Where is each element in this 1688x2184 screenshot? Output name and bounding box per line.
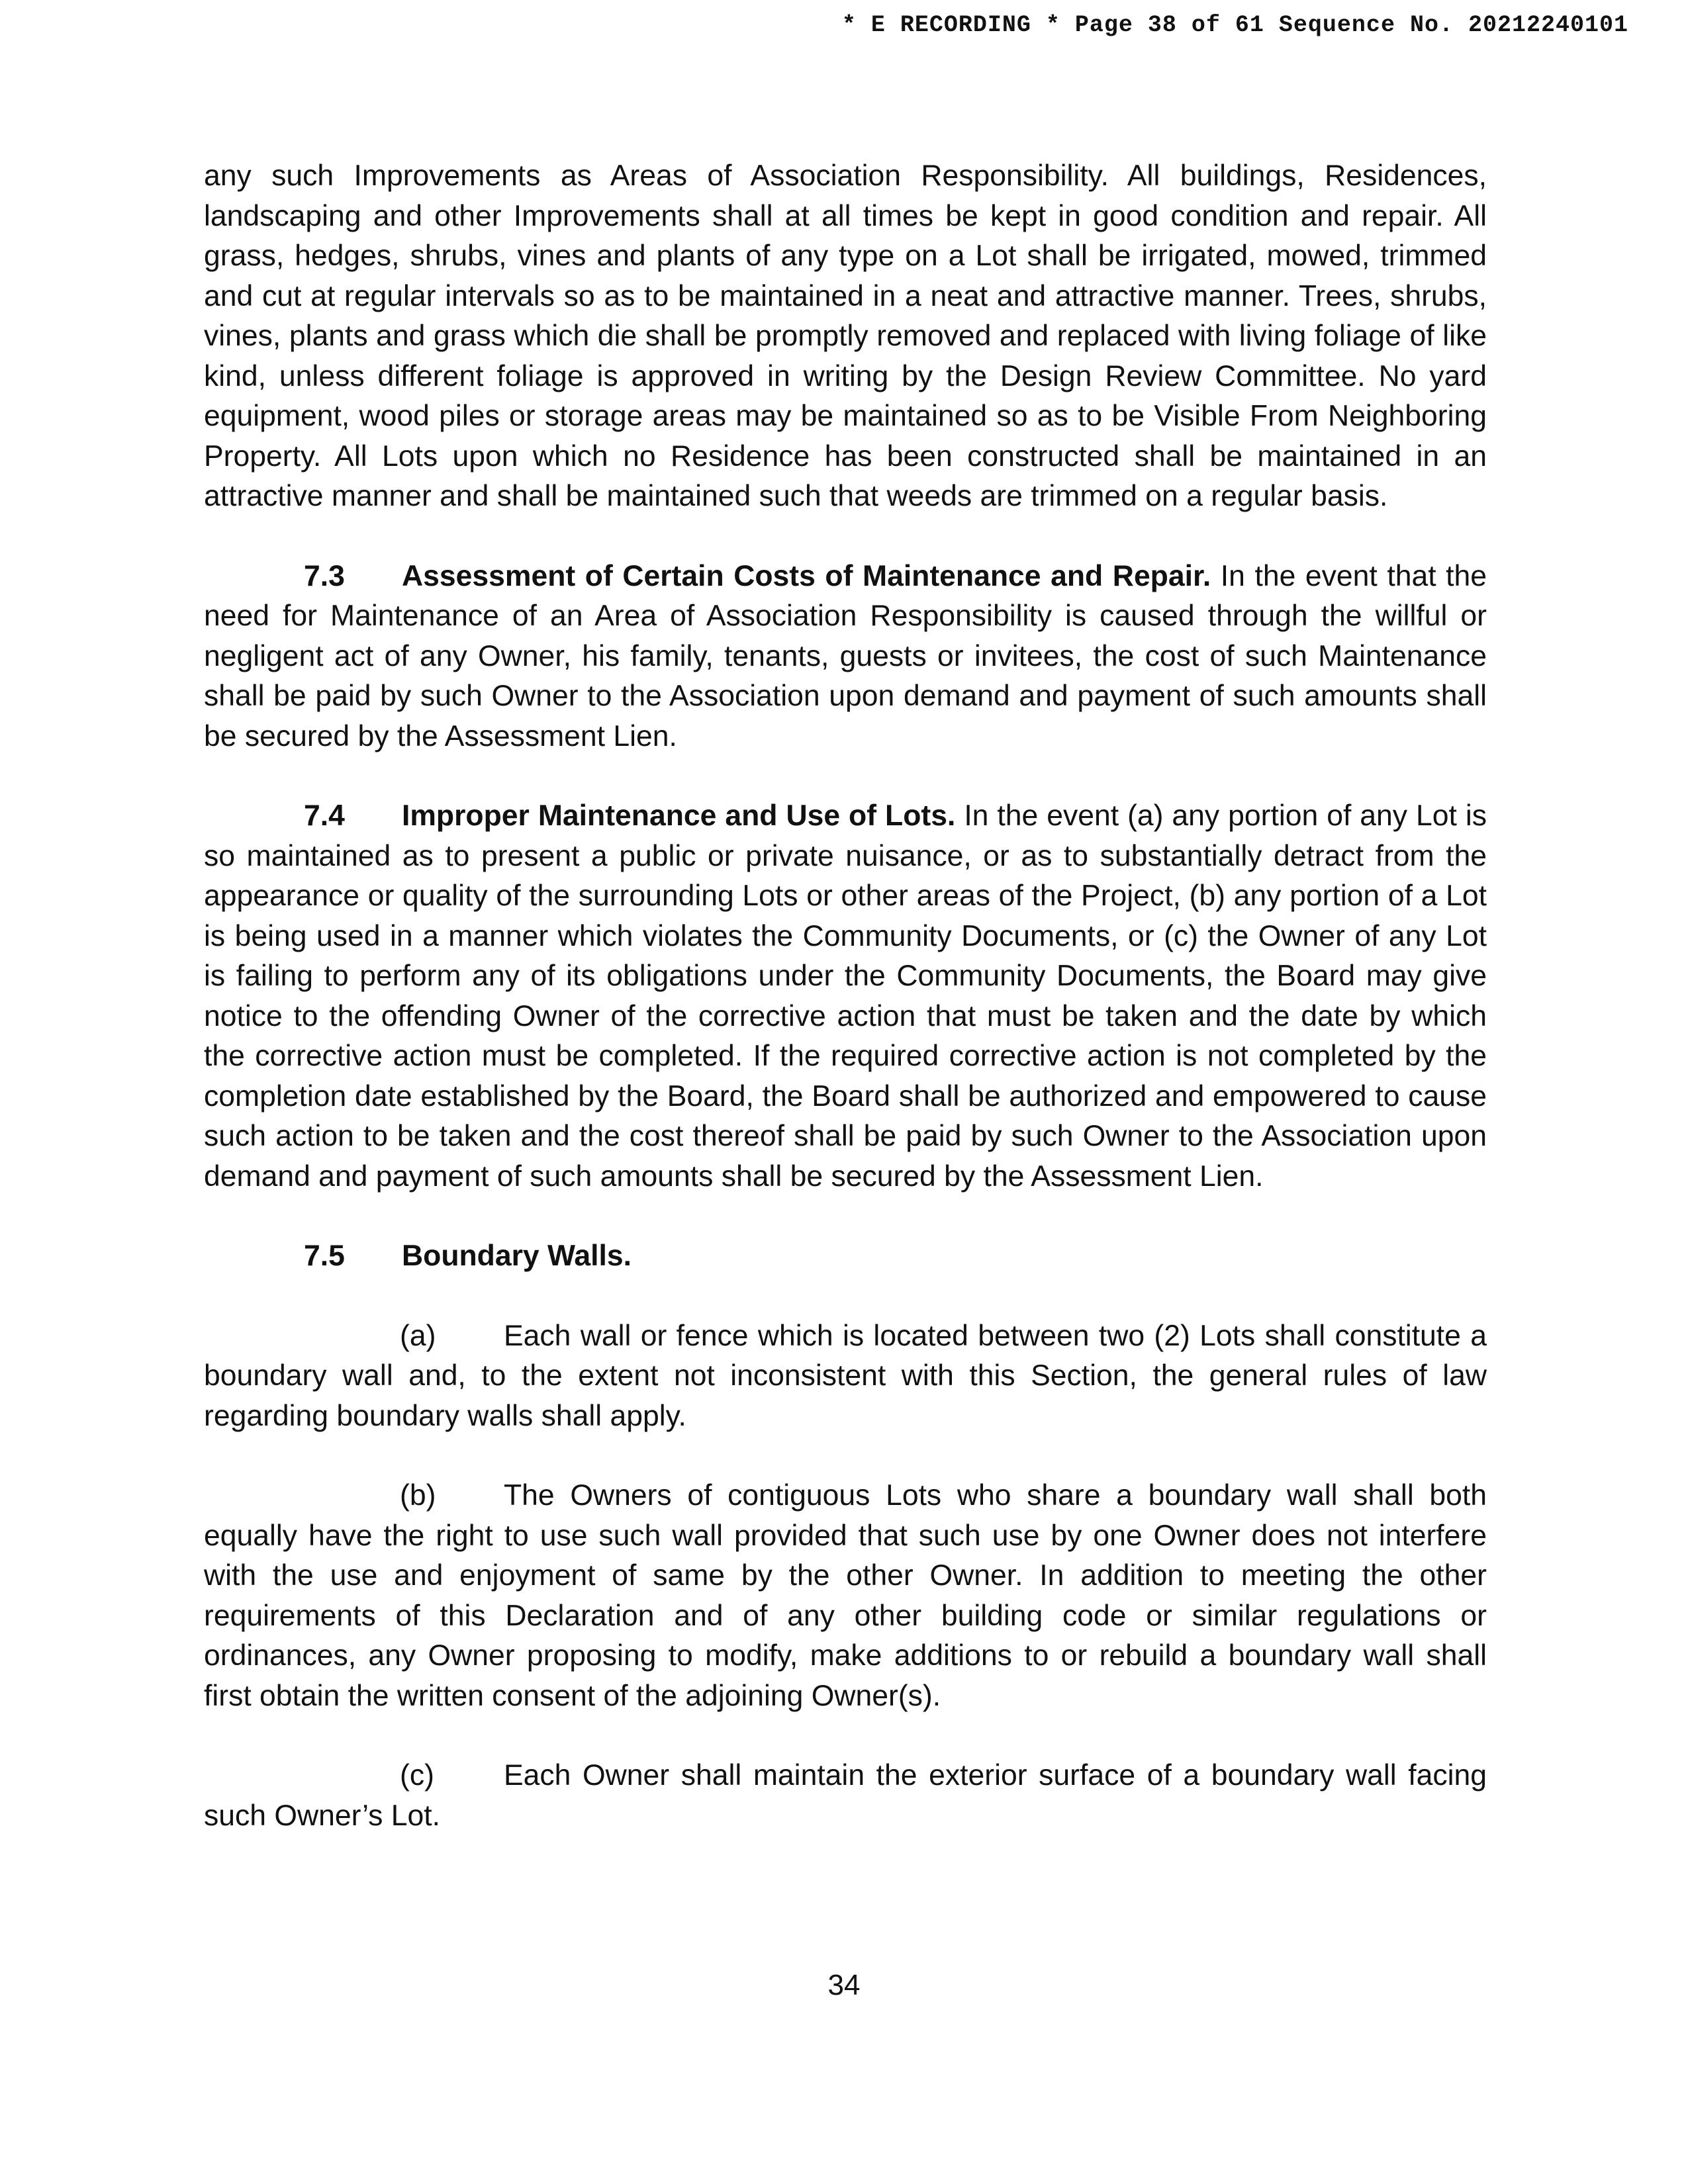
subsection-mark: (b) (400, 1479, 436, 1512)
document-body (204, 156, 1487, 1876)
continuation-paragraph: any such Improvements as Areas of Association Responsibility. All buildings, Residences, landscaping and other Improvements shall at all times be kept in good condition and repair. All grass, hedges, shrubs, vines and plants of any type on a Lot shall be irrigated, mowed, trimmed and cut at regular intervals so as to be maintained in a neat and attractive manner. Trees, shrubs, vines, plants and grass which die shall be promptly removed and replaced with living foliage of like kind, unless different foliage is approved in writing by the Design Review Committee. No yard equipment, wood piles or storage areas may be maintained so as to be Visible From Neighboring Property. All Lots upon which no Residence has been constructed shall be maintained in an attractive manner and shall be maintained such that weeds are trimmed on a regular basis. (204, 159, 1487, 512)
page-number: 34 (827, 1969, 861, 2001)
section-number: 7.4 (304, 799, 345, 832)
recording-header: * E RECORDING * Page 38 of 61 Sequence No. 20212240101 (841, 12, 1628, 38)
section-number: 7.3 (304, 559, 345, 592)
section-text: In the event (a) any portion of any Lot is so maintained as to present a public or private nuisance, or as to substantially detract from the appearance or quality of the surrounding Lots or other areas of the Project, (b) any portion of a Lot is being used in a manner which violates the Community Documents, or (c) the Owner of any Lot is failing to perform any of its obligations under the Community Documents, the Board may give notice to the offending Owner of the corrective action that must be taken and the date by which the corrective action must be completed. If the required corrective action is not completed by the completion date established by the Board, the Board shall be authorized and empowered to cause such action to be taken and the cost thereof shall be paid by such Owner to the Association upon demand and payment of such amounts shall be secured by the Assessment Lien. (204, 799, 1487, 1193)
subsection-text: Each Owner shall maintain the exterior surface of a boundary wall facing such Owner’s Lot. (204, 1759, 1487, 1832)
section-number: 7.5 (304, 1240, 345, 1272)
section-7-3 (204, 557, 1487, 757)
section-text: In the event that the need for Maintenance of an Area of Association Responsibility is caused through the willful or negligent act of any Owner, his family, tenants, guests or invitees, the cost of such Maintenance shall be paid by such Owner to the Association upon demand and payment of such amounts shall be secured by the Assessment Lien. (204, 559, 1487, 752)
section-heading: Improper Maintenance and Use of Lots. (402, 799, 956, 832)
subsection-c (204, 1756, 1487, 1836)
subsection-text: The Owners of contiguous Lots who share a boundary wall shall both equally have the right to use such wall provided that such use by one Owner does not interfere with the use and enjoyment of same by the other Owner. In addition to meeting the other requirements of this Declaration and of any other building code or similar regulations or ordinances, any Owner proposing to modify, make additions to or rebuild a boundary wall shall first obtain the written consent of the adjoining Owner(s). (204, 1479, 1487, 1712)
subsection-text: Each wall or fence which is located between two (2) Lots shall constitute a boundary wall and, to the extent not inconsistent with this Section, the general rules of law regarding boundary walls shall apply. (204, 1319, 1487, 1432)
section-heading: Assessment of Certain Costs of Maintenance and Repair. (402, 559, 1211, 592)
subsection-b (204, 1476, 1487, 1716)
subsection-a (204, 1316, 1487, 1437)
section-7-4 (204, 796, 1487, 1197)
subsection-mark: (a) (400, 1319, 436, 1352)
subsection-mark: (c) (400, 1759, 434, 1792)
section-7-5 (204, 1236, 1487, 1277)
section-heading: Boundary Walls. (402, 1240, 632, 1272)
